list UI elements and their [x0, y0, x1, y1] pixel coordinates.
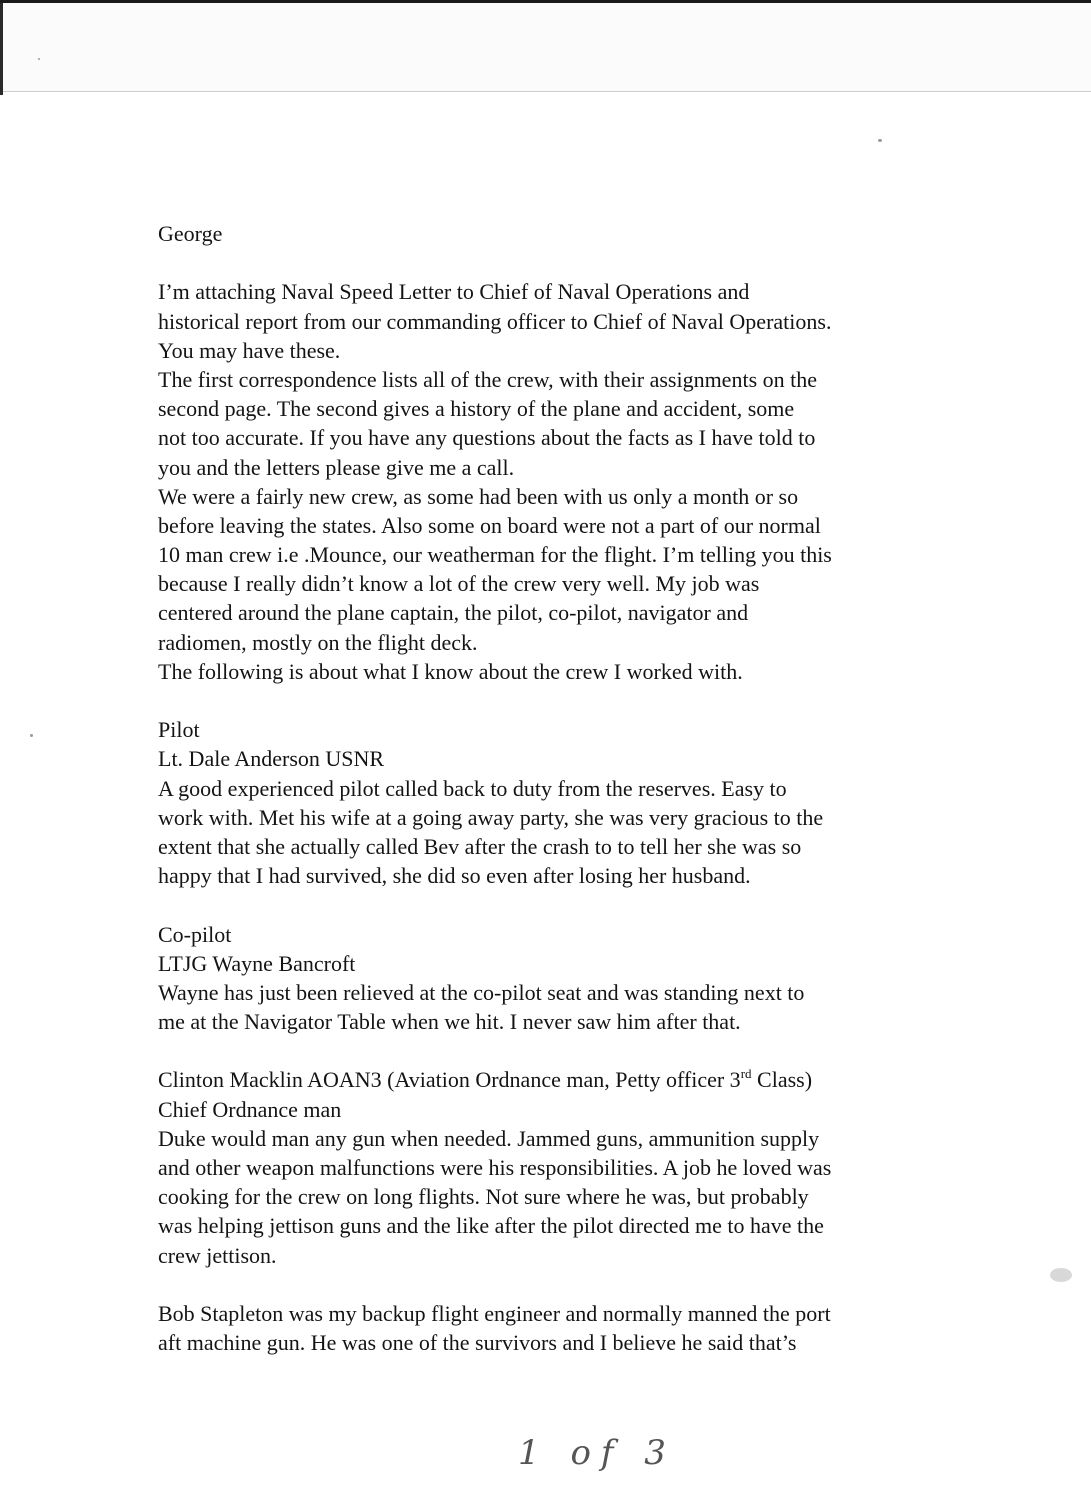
paragraph-stapleton: [158, 1299, 958, 1357]
text-line: The first correspondence lists all of the crew, with their assignments on the: [158, 366, 818, 392]
heading-text: Clinton Macklin AOAN3 (Aviation Ordnance man, Petty officer 3: [158, 1067, 741, 1093]
text-line: radiomen, mostly on the flight deck.: [158, 629, 478, 655]
section-heading: Co-pilot: [158, 921, 232, 947]
text-line: aft machine gun. He was one of the survivors and I believe he said that’s: [158, 1330, 797, 1356]
text-line: I’m attaching Naval Speed Letter to Chief of Naval Operations and: [158, 279, 750, 305]
text-line: Wayne has just been relieved at the co-pilot seat and was standing next to: [158, 979, 805, 1005]
scan-speck: [878, 139, 882, 142]
text-line: because I really didn’t know a lot of the crew very well. My job was: [158, 571, 760, 597]
text-line: not too accurate. If you have any questions about the facts as I have told to: [158, 425, 816, 451]
paragraph-intro: [158, 277, 958, 686]
handwritten-page-number: 1 of 3: [518, 1433, 676, 1473]
text-line: extent that she actually called Bev after the crash to to tell her she was so: [158, 833, 802, 859]
paragraph-ordnance: [158, 1065, 958, 1269]
scan-speck: [30, 734, 33, 737]
scan-speck: [38, 58, 40, 60]
text-line: A good experienced pilot called back to duty from the reserves. Easy to: [158, 775, 787, 801]
crew-name: Lt. Dale Anderson USNR: [158, 746, 385, 772]
text-line: cooking for the crew on long flights. Not sure where he was, but probably: [158, 1184, 809, 1210]
text-line: centered around the plane captain, the pilot, co-pilot, navigator and: [158, 600, 749, 626]
text-line: second page. The second gives a history of the plane and accident, some: [158, 396, 795, 422]
text-line: You may have these.: [158, 337, 341, 363]
salutation: George: [158, 221, 223, 246]
crew-role: Chief Ordnance man: [158, 1096, 342, 1122]
paragraph-copilot: [158, 920, 958, 1037]
text-line: and other weapon malfunctions were his responsibilities. A job he loved was: [158, 1155, 832, 1180]
text-line: work with. Met his wife at a going away party, she was very gracious to the: [158, 804, 824, 830]
text-line: crew jettison.: [158, 1242, 277, 1268]
letter-body: [158, 219, 958, 1357]
text-line: Duke would man any gun when needed. Jammed guns, ammunition supply: [158, 1125, 820, 1151]
crew-name: LTJG Wayne Bancroft: [158, 950, 356, 976]
text-line: before leaving the states. Also some on board were not a part of our normal: [158, 512, 821, 538]
section-heading: Pilot: [158, 717, 200, 743]
text-line: 10 man crew i.e .Mounce, our weatherman for the flight. I’m telling you this: [158, 542, 832, 568]
crew-name-heading: [158, 1065, 958, 1094]
text-line: historical report from our commanding officer to Chief of Naval Operations.: [158, 308, 832, 334]
scan-speck: [1050, 1268, 1072, 1282]
scan-header-band: [0, 0, 1091, 92]
text-line: me at the Navigator Table when we hit. I never saw him after that.: [158, 1009, 741, 1035]
text-line: you and the letters please give me a call.: [158, 454, 515, 480]
text-line: happy that I had survived, she did so even after losing her husband.: [158, 863, 751, 889]
text-line: The following is about what I know about the crew I worked with.: [158, 658, 743, 684]
text-line: We were a fairly new crew, as some had been with us only a month or so: [158, 483, 799, 509]
paragraph-pilot: [158, 715, 958, 890]
text-line: Bob Stapleton was my backup flight engineer and normally manned the port: [158, 1300, 831, 1326]
text-line: was helping jettison guns and the like after the pilot directed me to have the: [158, 1213, 824, 1239]
heading-text: Class): [751, 1067, 813, 1093]
ordinal-suffix: rd: [740, 1066, 752, 1082]
